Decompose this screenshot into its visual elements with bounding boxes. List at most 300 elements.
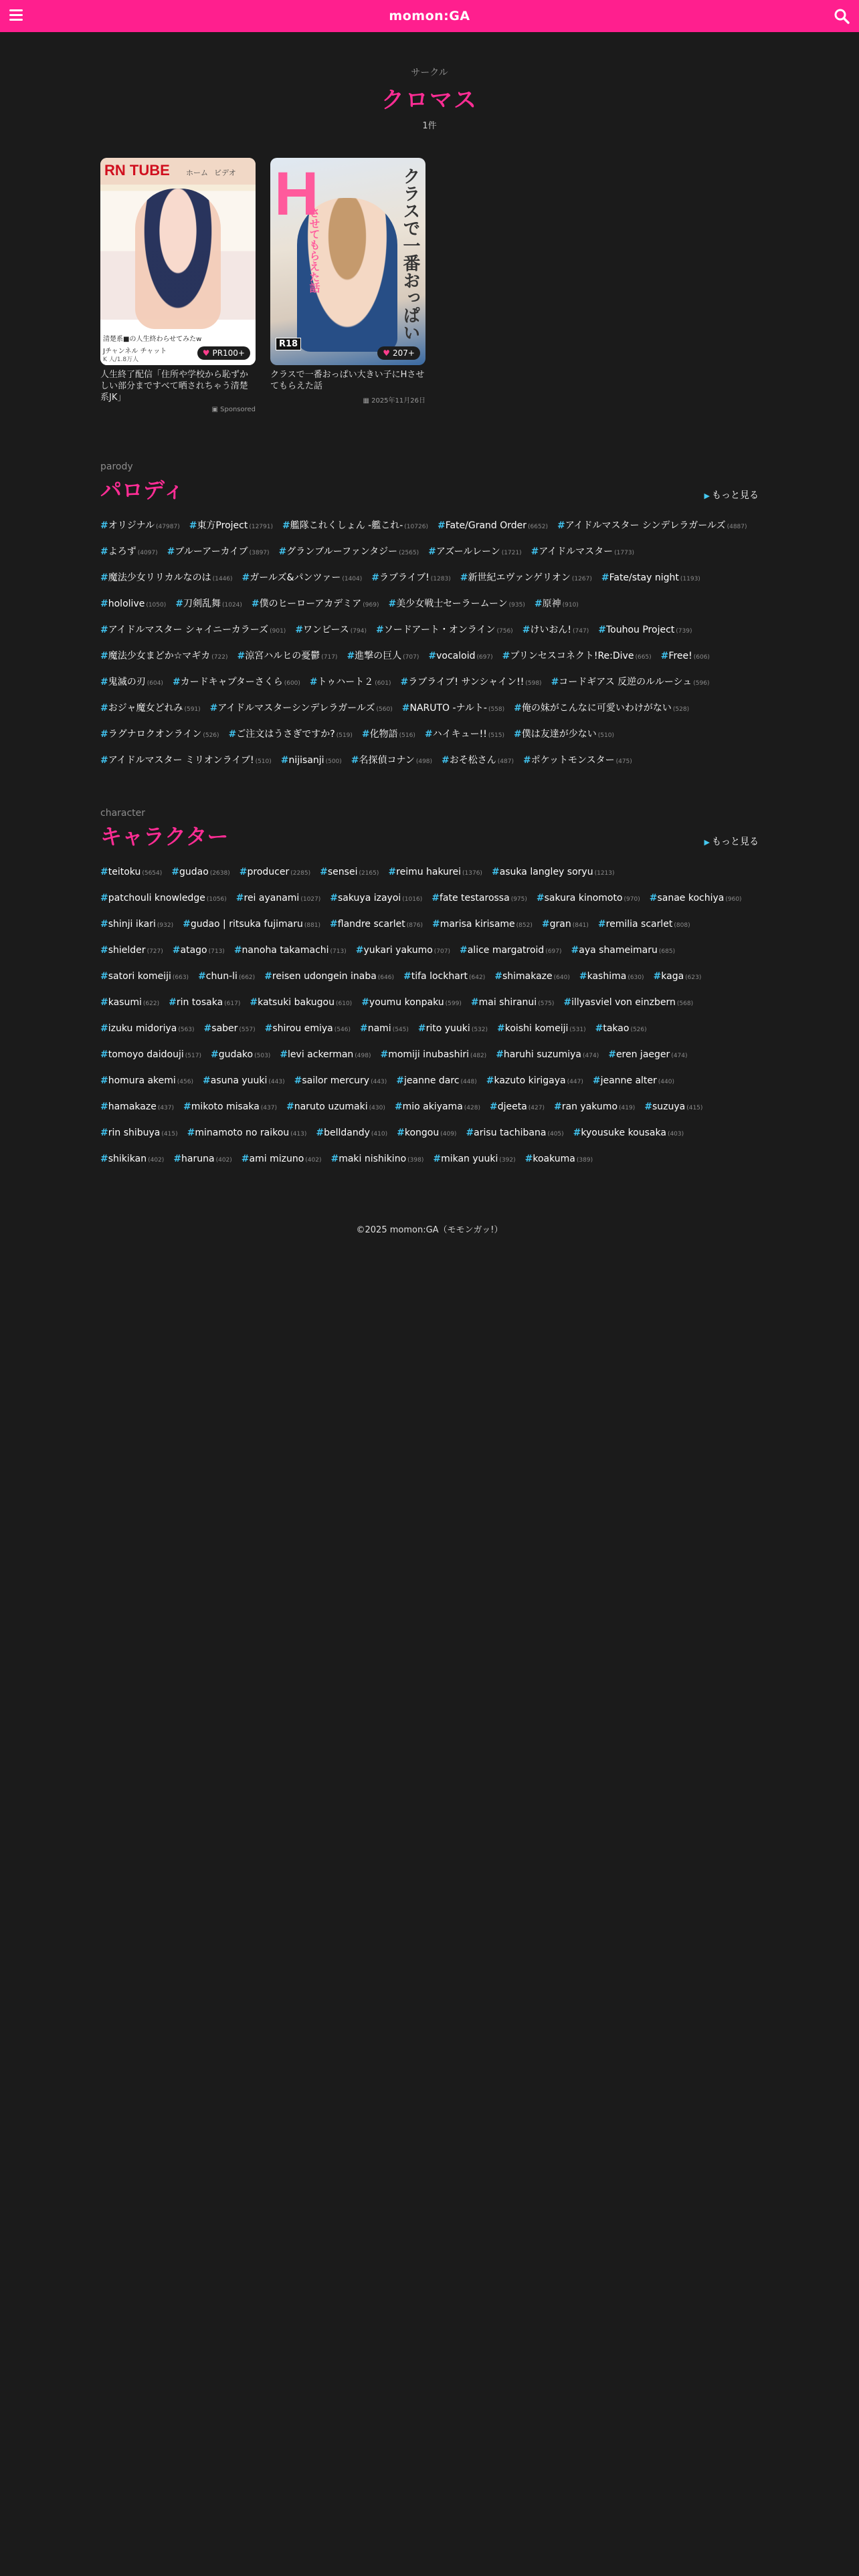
tag-link[interactable] bbox=[330, 886, 422, 912]
tag-link[interactable] bbox=[356, 938, 450, 964]
sponsored-card[interactable] bbox=[100, 158, 256, 413]
tag-link[interactable] bbox=[167, 540, 270, 566]
tag-link[interactable] bbox=[281, 748, 342, 774]
tag-count: (2638) bbox=[209, 870, 230, 877]
hash-icon: # bbox=[100, 893, 108, 903]
hash-icon: # bbox=[592, 1075, 601, 1086]
tag-link[interactable] bbox=[395, 1095, 480, 1121]
tag-name: 鬼滅の刃 bbox=[108, 677, 146, 687]
hash-icon: # bbox=[394, 1101, 403, 1112]
tag-name: アイドルマスター bbox=[539, 546, 613, 557]
tag-link[interactable] bbox=[388, 860, 482, 886]
tag-link[interactable] bbox=[598, 912, 690, 938]
tag-name: rito yuuki bbox=[425, 1023, 470, 1034]
tag-link[interactable] bbox=[282, 514, 428, 540]
hash-icon: # bbox=[100, 1154, 108, 1164]
tag-link[interactable] bbox=[280, 1043, 371, 1069]
tag-name: NARUTO -ナルト- bbox=[409, 703, 487, 714]
card-thumbnail[interactable] bbox=[100, 158, 256, 365]
hash-icon: # bbox=[437, 520, 446, 531]
tag-count: (392) bbox=[499, 1157, 516, 1164]
tag-link[interactable] bbox=[554, 1095, 635, 1121]
hash-icon: # bbox=[470, 997, 479, 1008]
tag-count: (1213) bbox=[594, 870, 615, 877]
tag-link[interactable] bbox=[494, 964, 570, 990]
tag-count: (599) bbox=[445, 1000, 462, 1007]
thumb-menu-video: ビデオ bbox=[214, 169, 236, 177]
card-title[interactable]: 人生終了配信「住所や学校から恥ずかしい部分まですべて晒されちゃう清楚系JK」 bbox=[100, 370, 249, 403]
tag-link[interactable] bbox=[573, 1121, 684, 1147]
tag-link[interactable] bbox=[100, 722, 219, 748]
tag-link[interactable] bbox=[401, 670, 542, 696]
tag-count: (557) bbox=[239, 1027, 256, 1033]
tag-name: reimu hakurei bbox=[396, 867, 462, 877]
tag-link[interactable] bbox=[242, 566, 363, 592]
tag-count: (600) bbox=[284, 680, 300, 687]
tag-count: (601) bbox=[375, 680, 391, 687]
tag-link[interactable] bbox=[502, 644, 652, 670]
tag-name: levi ackerman bbox=[288, 1049, 354, 1060]
tag-name: 俺の妹がこんなに可愛いわけがない bbox=[521, 703, 672, 714]
tag-count: (427) bbox=[528, 1105, 545, 1111]
tag-link[interactable] bbox=[211, 1043, 270, 1069]
hash-icon: # bbox=[203, 1023, 212, 1034]
tag-count: (697) bbox=[545, 948, 562, 955]
tag-link[interactable] bbox=[650, 886, 742, 912]
tag-link[interactable] bbox=[100, 1147, 164, 1173]
more-link[interactable] bbox=[704, 835, 759, 848]
hash-icon: # bbox=[644, 1101, 652, 1112]
tag-link[interactable] bbox=[100, 1069, 193, 1095]
tag-link[interactable] bbox=[432, 912, 533, 938]
hash-icon: # bbox=[100, 677, 108, 687]
tag-count: (1193) bbox=[680, 576, 700, 582]
more-link[interactable] bbox=[704, 488, 759, 502]
tag-count: (498) bbox=[415, 758, 433, 765]
tag-name: mio akiyama bbox=[402, 1101, 463, 1112]
tag-count: (910) bbox=[562, 602, 579, 609]
search-icon[interactable] bbox=[834, 8, 850, 24]
hash-icon: # bbox=[459, 945, 468, 956]
tag-count: (1446) bbox=[212, 576, 233, 582]
tag-link[interactable] bbox=[460, 566, 592, 592]
tag-link[interactable] bbox=[388, 592, 524, 618]
hash-icon: # bbox=[601, 572, 609, 583]
tag-link[interactable] bbox=[100, 938, 163, 964]
tag-count: (515) bbox=[488, 732, 505, 739]
hash-icon: # bbox=[167, 546, 175, 557]
tag-count: (610) bbox=[335, 1000, 353, 1007]
tag-link[interactable] bbox=[351, 748, 432, 774]
tag-link[interactable] bbox=[294, 1069, 387, 1095]
tag-link[interactable] bbox=[571, 938, 676, 964]
tag-link[interactable] bbox=[654, 964, 702, 990]
tag-name: ラブライブ! bbox=[379, 572, 430, 583]
tag-name: maki nishikino bbox=[339, 1154, 407, 1164]
chevron-right-icon: ▶ bbox=[704, 838, 710, 847]
chevron-right-icon: ▶ bbox=[704, 492, 710, 500]
tag-count: (558) bbox=[488, 706, 505, 713]
more-link-label: もっと見る bbox=[712, 837, 759, 847]
tag-link[interactable] bbox=[360, 1016, 409, 1043]
hash-icon: # bbox=[534, 599, 543, 609]
tag-count: (739) bbox=[676, 628, 692, 635]
tag-link[interactable] bbox=[100, 1095, 174, 1121]
tag-link[interactable] bbox=[173, 1147, 231, 1173]
tag-link[interactable] bbox=[362, 722, 415, 748]
tag-count: (932) bbox=[157, 922, 174, 929]
tag-name: remilia scarlet bbox=[605, 919, 673, 930]
tag-link[interactable] bbox=[100, 990, 159, 1016]
tag-name: chun-li bbox=[205, 971, 237, 982]
tag-link[interactable] bbox=[644, 1095, 702, 1121]
tag-name: 名探偵コナン bbox=[359, 755, 415, 766]
tag-link[interactable] bbox=[229, 722, 353, 748]
tag-count: (443) bbox=[371, 1079, 387, 1085]
tag-link[interactable] bbox=[175, 592, 242, 618]
tag-name: tifa lockhart bbox=[411, 971, 468, 982]
hash-icon: # bbox=[554, 1101, 562, 1112]
hash-icon: # bbox=[563, 997, 572, 1008]
card-thumbnail[interactable] bbox=[270, 158, 425, 365]
tag-count: (500) bbox=[325, 758, 342, 765]
tag-count: (1050) bbox=[146, 602, 167, 609]
tag-count: (623) bbox=[685, 974, 702, 981]
tag-link[interactable] bbox=[100, 748, 272, 774]
tag-link[interactable] bbox=[250, 990, 352, 1016]
tag-link[interactable] bbox=[242, 1147, 322, 1173]
tag-link[interactable] bbox=[279, 540, 419, 566]
tag-link[interactable] bbox=[428, 540, 522, 566]
circle-heading bbox=[0, 66, 859, 131]
hash-icon: # bbox=[400, 677, 409, 687]
tag-link[interactable] bbox=[486, 1069, 583, 1095]
footer-copyright: ©2025 momon:GA（モモンガッ!） bbox=[356, 1225, 503, 1235]
tag-link[interactable] bbox=[183, 912, 320, 938]
tag-count: (630) bbox=[628, 974, 644, 981]
tag-link[interactable] bbox=[396, 1069, 476, 1095]
tag-link[interactable] bbox=[460, 938, 562, 964]
tag-link[interactable] bbox=[100, 964, 189, 990]
hash-icon: # bbox=[280, 1049, 288, 1060]
tag-name: illyasviel von einzbern bbox=[571, 997, 676, 1008]
hash-icon: # bbox=[100, 703, 108, 714]
tag-link[interactable] bbox=[376, 618, 513, 644]
tag-link[interactable] bbox=[397, 1121, 456, 1147]
tag-link[interactable] bbox=[100, 1016, 195, 1043]
tag-name: nanoha takamachi bbox=[242, 945, 329, 956]
thumb-menu-home: ホーム bbox=[186, 169, 208, 177]
tag-link[interactable] bbox=[514, 722, 614, 748]
tag-link[interactable] bbox=[210, 696, 393, 722]
tag-link[interactable] bbox=[347, 644, 419, 670]
hash-icon: # bbox=[100, 919, 108, 930]
hash-icon: # bbox=[183, 919, 191, 930]
tag-link[interactable] bbox=[525, 1147, 593, 1173]
tag-link[interactable] bbox=[204, 1016, 256, 1043]
tag-name: gudao | ritsuka fujimaru bbox=[190, 919, 303, 930]
tag-link[interactable] bbox=[100, 540, 158, 566]
work-card-list bbox=[100, 158, 425, 413]
tag-link[interactable] bbox=[535, 592, 579, 618]
tag-count: (756) bbox=[496, 628, 513, 635]
tag-count: (428) bbox=[464, 1105, 480, 1111]
tag-count: (969) bbox=[363, 602, 379, 609]
like-count: 207+ bbox=[393, 348, 415, 358]
tag-count: (970) bbox=[624, 896, 640, 903]
tag-count: (2565) bbox=[399, 550, 419, 556]
tag-link[interactable] bbox=[579, 964, 644, 990]
hash-icon: # bbox=[203, 1075, 211, 1086]
tag-link[interactable] bbox=[466, 1121, 563, 1147]
tag-link[interactable] bbox=[551, 670, 710, 696]
tag-link[interactable] bbox=[183, 1095, 277, 1121]
hash-icon: # bbox=[433, 1154, 442, 1164]
tag-count: (575) bbox=[538, 1000, 555, 1007]
tag-count: (975) bbox=[510, 896, 527, 903]
hamburger-icon[interactable] bbox=[9, 9, 23, 21]
tag-name: izuku midoriya bbox=[108, 1023, 177, 1034]
tag-link[interactable] bbox=[100, 696, 201, 722]
tag-link[interactable] bbox=[492, 860, 615, 886]
tag-name: アイドルマスター ミリオンライブ! bbox=[108, 755, 254, 766]
tag-name: ご注文はうさぎですか? bbox=[236, 729, 335, 740]
hash-icon: # bbox=[172, 945, 181, 956]
tag-link[interactable] bbox=[100, 644, 228, 670]
tag-count: (6652) bbox=[528, 524, 548, 530]
tag-link[interactable] bbox=[100, 1121, 178, 1147]
tag-count: (1016) bbox=[402, 896, 423, 903]
hash-icon: # bbox=[514, 729, 522, 740]
tag-name: 涼宮ハルヒの憂鬱 bbox=[245, 651, 320, 661]
tag-name: jeanne alter bbox=[600, 1075, 657, 1086]
tag-link[interactable] bbox=[361, 990, 462, 1016]
thumb-caption-line: 清楚系■の人生終わらせてみたw bbox=[103, 336, 202, 343]
tag-count: (474) bbox=[671, 1053, 688, 1059]
hash-icon: # bbox=[100, 867, 108, 877]
hash-icon: # bbox=[286, 1101, 294, 1112]
card-meta bbox=[100, 406, 256, 413]
tag-link[interactable] bbox=[171, 860, 229, 886]
hash-icon: # bbox=[295, 625, 304, 635]
tag-link[interactable] bbox=[490, 1095, 545, 1121]
tag-link[interactable] bbox=[100, 912, 173, 938]
tag-link[interactable] bbox=[563, 990, 693, 1016]
tag-link[interactable] bbox=[403, 964, 485, 990]
hash-icon: # bbox=[264, 971, 272, 982]
tag-count: (1027) bbox=[300, 896, 321, 903]
tag-link[interactable] bbox=[169, 990, 240, 1016]
tag-link[interactable] bbox=[598, 618, 692, 644]
hash-icon: # bbox=[573, 1128, 581, 1138]
tag-link[interactable] bbox=[236, 886, 321, 912]
tag-link[interactable] bbox=[100, 566, 233, 592]
tag-count: (1404) bbox=[342, 576, 363, 582]
tag-name: おそ松さん bbox=[449, 755, 496, 766]
tag-link[interactable] bbox=[522, 618, 589, 644]
tag-link[interactable] bbox=[100, 670, 163, 696]
tag-name: オリジナル bbox=[108, 520, 155, 531]
tag-link[interactable] bbox=[100, 1043, 201, 1069]
tag-count: (1721) bbox=[501, 550, 522, 556]
tag-link[interactable] bbox=[198, 964, 255, 990]
hash-icon: # bbox=[376, 625, 384, 635]
tag-link[interactable] bbox=[203, 1069, 285, 1095]
hash-icon: # bbox=[209, 703, 218, 714]
tag-name: takao bbox=[603, 1023, 630, 1034]
tag-name: fate testarossa bbox=[439, 893, 510, 903]
tag-link[interactable] bbox=[330, 912, 423, 938]
circle-kind-label: サークル bbox=[411, 68, 448, 78]
tag-link[interactable] bbox=[537, 886, 640, 912]
tag-count: (528) bbox=[672, 706, 690, 713]
tag-name: aya shameimaru bbox=[579, 945, 658, 956]
tag-link[interactable] bbox=[380, 1043, 486, 1069]
tag-link[interactable] bbox=[514, 696, 689, 722]
tag-name: patchouli knowledge bbox=[108, 893, 205, 903]
tag-link[interactable] bbox=[661, 644, 710, 670]
tag-count: (960) bbox=[725, 896, 742, 903]
tag-link[interactable] bbox=[237, 644, 338, 670]
tag-name: コードギアス 反逆のルルーシュ bbox=[559, 677, 692, 687]
hash-icon: # bbox=[228, 729, 237, 740]
tag-count: (707) bbox=[434, 948, 450, 955]
hash-icon: # bbox=[282, 520, 290, 531]
tag-count: (935) bbox=[508, 602, 525, 609]
tag-link[interactable] bbox=[601, 566, 700, 592]
tag-link[interactable] bbox=[320, 860, 379, 886]
tag-name: アイドルマスター シャイニーカラーズ bbox=[108, 625, 269, 635]
thumb-illustration bbox=[135, 189, 221, 329]
tag-link[interactable] bbox=[402, 696, 504, 722]
tag-count: (722) bbox=[211, 654, 228, 661]
hash-icon: # bbox=[531, 546, 539, 557]
tag-count: (443) bbox=[268, 1079, 285, 1085]
hash-icon: # bbox=[241, 1154, 250, 1164]
tag-name: yukari yakumo bbox=[363, 945, 433, 956]
tag-name: ガールズ&パンツァー bbox=[250, 572, 341, 583]
hash-icon: # bbox=[173, 1154, 182, 1164]
tag-name: gudako bbox=[218, 1049, 254, 1060]
hash-icon: # bbox=[100, 651, 108, 661]
tag-link[interactable] bbox=[593, 1069, 674, 1095]
parody-tag-list bbox=[100, 514, 759, 774]
tag-link[interactable] bbox=[330, 1147, 423, 1173]
tag-link[interactable] bbox=[173, 938, 225, 964]
tag-link[interactable] bbox=[442, 748, 514, 774]
tag-link[interactable] bbox=[310, 670, 391, 696]
card-title[interactable]: クラスで一番おっぱい大きい子にHさせてもらえた話 bbox=[270, 370, 425, 391]
tag-link[interactable] bbox=[608, 1043, 687, 1069]
tag-name: 僕は友達が少ない bbox=[521, 729, 597, 740]
hash-icon: # bbox=[183, 1101, 191, 1112]
tag-name: kyousuke kousaka bbox=[581, 1128, 666, 1138]
tag-link[interactable] bbox=[531, 540, 634, 566]
tag-name: rin tosaka bbox=[176, 997, 223, 1008]
tag-link[interactable] bbox=[497, 1016, 586, 1043]
tag-link[interactable] bbox=[557, 514, 747, 540]
tag-link[interactable] bbox=[595, 1016, 647, 1043]
tag-count: (503) bbox=[254, 1053, 271, 1059]
hash-icon: # bbox=[424, 729, 433, 740]
tag-link[interactable] bbox=[286, 1095, 385, 1121]
tag-count: (727) bbox=[147, 948, 163, 955]
tag-count: (482) bbox=[470, 1053, 487, 1059]
hash-icon: # bbox=[491, 867, 500, 877]
tag-link[interactable] bbox=[100, 514, 180, 540]
tag-count: (519) bbox=[336, 732, 353, 739]
tag-link[interactable] bbox=[418, 1016, 488, 1043]
tag-link[interactable] bbox=[173, 670, 300, 696]
hash-icon: # bbox=[320, 867, 328, 877]
hash-icon: # bbox=[100, 755, 108, 766]
tag-link[interactable] bbox=[432, 886, 527, 912]
tag-link[interactable] bbox=[252, 592, 379, 618]
calendar-icon: ▦ bbox=[363, 397, 372, 405]
tag-name: haruhi suzumiya bbox=[503, 1049, 581, 1060]
tag-link[interactable] bbox=[371, 566, 450, 592]
tag-count: (413) bbox=[290, 1131, 307, 1138]
hash-icon: # bbox=[522, 625, 531, 635]
tag-link[interactable] bbox=[433, 1147, 515, 1173]
hash-icon: # bbox=[100, 625, 108, 635]
tag-name: kashima bbox=[587, 971, 627, 982]
tag-link[interactable] bbox=[100, 886, 227, 912]
tag-count: (526) bbox=[203, 732, 219, 739]
tag-link[interactable] bbox=[100, 860, 162, 886]
tag-count: (841) bbox=[572, 922, 589, 929]
tag-link[interactable] bbox=[100, 618, 286, 644]
hash-icon: # bbox=[496, 1049, 504, 1060]
hash-icon: # bbox=[100, 1101, 108, 1112]
tag-link[interactable] bbox=[295, 618, 367, 644]
tag-count: (5654) bbox=[142, 870, 163, 877]
hash-icon: # bbox=[210, 1049, 219, 1060]
tag-link[interactable] bbox=[425, 722, 504, 748]
tag-link[interactable] bbox=[187, 1121, 307, 1147]
tag-name: asuna yuuki bbox=[210, 1075, 268, 1086]
site-logo[interactable]: momon:GA bbox=[389, 9, 470, 23]
tag-name: ワンピース bbox=[303, 625, 349, 635]
tag-link[interactable] bbox=[316, 1121, 387, 1147]
section-subtitle: parody bbox=[100, 461, 133, 472]
tag-link[interactable] bbox=[438, 514, 548, 540]
tag-count: (47987) bbox=[156, 524, 180, 530]
hash-icon: # bbox=[660, 651, 669, 661]
tag-link[interactable] bbox=[523, 748, 632, 774]
hash-icon: # bbox=[233, 945, 242, 956]
tag-link[interactable] bbox=[265, 1016, 351, 1043]
tag-name: sailor mercury bbox=[302, 1075, 370, 1086]
tag-link[interactable] bbox=[428, 644, 492, 670]
tag-link[interactable] bbox=[234, 938, 347, 964]
character-section bbox=[100, 808, 759, 1173]
tag-count: (1056) bbox=[206, 896, 227, 903]
tag-link[interactable] bbox=[240, 860, 310, 886]
tag-link[interactable] bbox=[100, 592, 166, 618]
tag-link[interactable] bbox=[264, 964, 394, 990]
tag-link[interactable] bbox=[189, 514, 273, 540]
tag-name: アズールレーン bbox=[436, 546, 500, 557]
tag-link[interactable] bbox=[471, 990, 555, 1016]
tag-name: katsuki bakugou bbox=[258, 997, 335, 1008]
work-card[interactable] bbox=[270, 158, 425, 413]
tag-link[interactable] bbox=[542, 912, 589, 938]
tag-link[interactable] bbox=[496, 1043, 599, 1069]
tag-count: (546) bbox=[334, 1027, 351, 1033]
hash-icon: # bbox=[264, 1023, 273, 1034]
tag-count: (707) bbox=[403, 654, 419, 661]
